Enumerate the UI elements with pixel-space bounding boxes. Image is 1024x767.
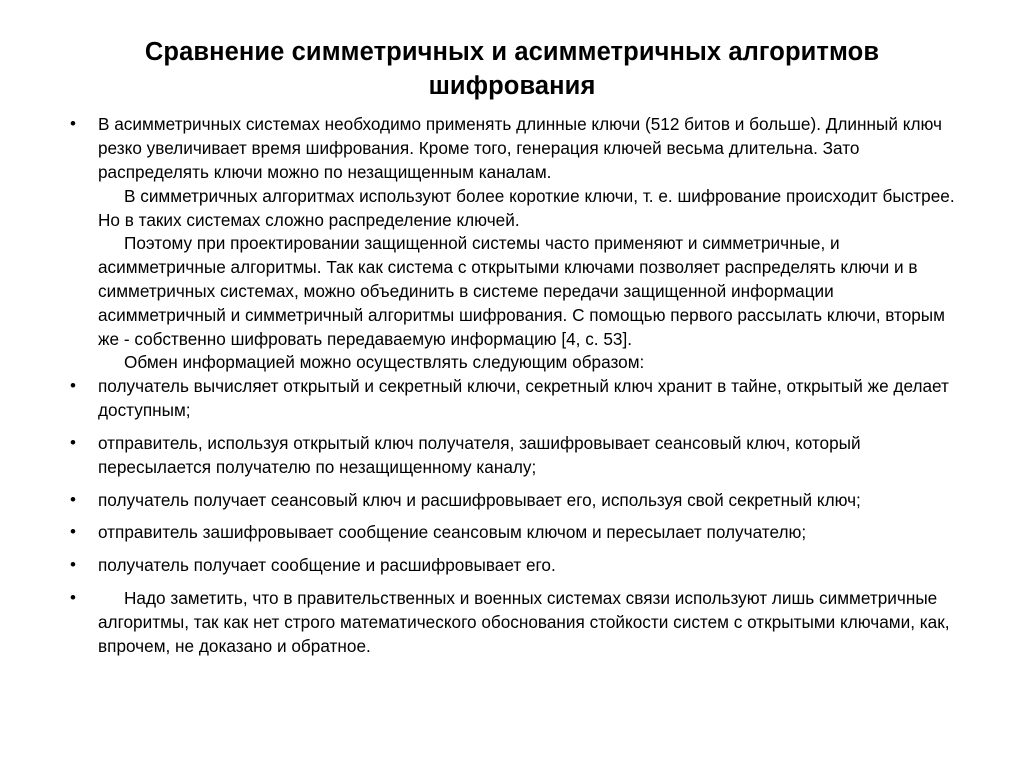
paragraph-text: получатель получает сообщение и расшифровывает его. [98,555,556,576]
paragraph-text: получатель получает сеансовый ключ и расшифровывает его, используя свой секретный ключ; [98,489,861,510]
paragraph [98,521,966,545]
paragraph-text: получатель вычисляет открытый и секретный ключи, секретный ключ хранит в тайне, открытый же делает доступным; [98,376,949,421]
paragraph [98,489,966,513]
paragraph [98,432,966,480]
list-item [58,587,966,658]
list-item [58,432,966,480]
list-item [58,489,966,513]
list-item [58,113,966,375]
paragraph-text: Надо заметить, что в правительственных и военных системах связи используют лишь симметричные алгоритмы, так как нет строго математического обоснования стойкости систем с открытыми ключами, как, впрочем, не доказано и обратное. [98,587,950,656]
list-item [58,554,966,578]
paragraph-text: Поэтому при проектировании защищенной системы часто применяют и симметричные, и асимметричные алгоритмы. Так как система с открытыми ключами позволяет распределять ключи и в симметричных системах, можно объединить в системе передачи защищенной информации асимметричный и симметричный алгоритмы шифрования. С помощью первого рассылать ключи, вторым же - собственно шифровать передаваемую информацию [4, с. 53]. [98,233,945,349]
list-item [58,521,966,545]
paragraph [98,375,966,423]
list-item [58,375,966,423]
page-title: Сравнение симметричных и асимметричных алгоритмов шифрования [144,38,880,100]
paragraph-text: В симметричных алгоритмах используют более короткие ключи, т. е. шифрование происходит быстрее. Но в таких системах сложно распределение ключей. [98,185,955,230]
paragraph-text: В асимметричных системах необходимо применять длинные ключи (512 битов и больше). Длинный ключ резко увеличивает время шифрования. Кроме того, генерация ключей весьма длительна. Зато распределять ключи можно по незащищенным каналам. [98,114,942,182]
paragraph-text: отправитель, используя открытый ключ получателя, зашифровывает сеансовый ключ, который пересылается получателю по незащищенному каналу; [98,432,861,477]
paragraph [98,587,966,658]
paragraph-text: Обмен информацией можно осуществлять следующим образом: [124,352,645,373]
paragraph-text: отправитель зашифровывает сообщение сеансовым ключом и пересылает получателю; [98,522,807,543]
paragraph [98,232,966,351]
paragraph [98,185,966,233]
paragraph [98,554,966,578]
content-list [58,113,966,658]
paragraph [98,351,966,375]
paragraph [98,113,966,184]
